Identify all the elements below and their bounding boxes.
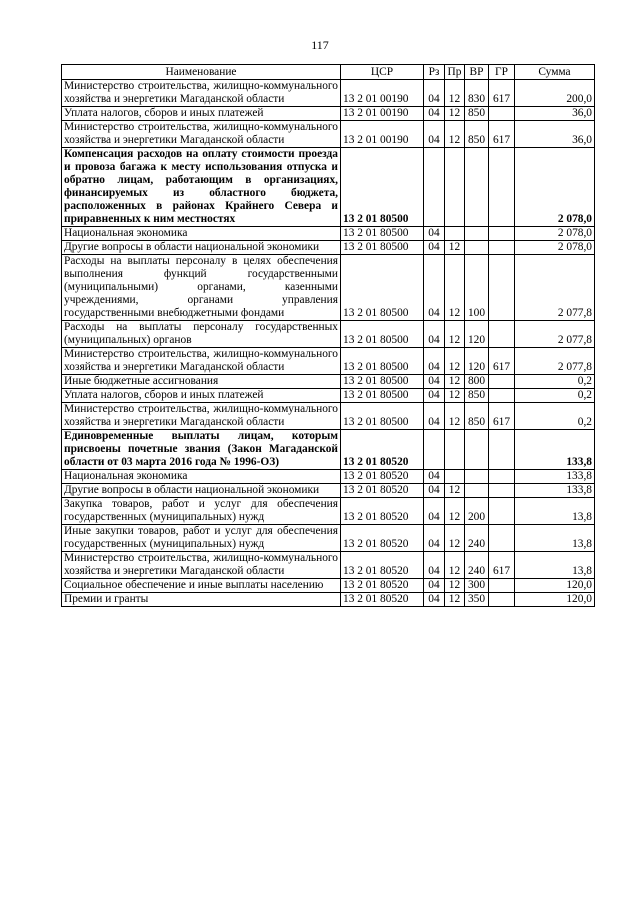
table-row: [62, 389, 595, 403]
page-number: 117: [311, 38, 329, 52]
cell-name: Министерство строительства, жилищно-коммунального хозяйства и энергетики Магаданской области: [62, 348, 341, 375]
table-row: [62, 321, 595, 348]
cell-pr: 12: [445, 403, 465, 430]
table-row: [62, 525, 595, 552]
cell-vr: [465, 241, 489, 255]
cell-sum: 0,2: [515, 403, 595, 430]
cell-name: Другие вопросы в области национальной экономики: [62, 484, 341, 498]
cell-pr: 12: [445, 321, 465, 348]
cell-gr: [489, 579, 515, 593]
cell-sum: 2 078,0: [515, 227, 595, 241]
cell-pr: 12: [445, 241, 465, 255]
cell-csr: 13 2 01 80520: [341, 484, 424, 498]
table-header: [62, 65, 595, 80]
cell-sum: 36,0: [515, 107, 595, 121]
table-row: [62, 403, 595, 430]
cell-vr: [465, 227, 489, 241]
cell-gr: [489, 498, 515, 525]
table-row: [62, 348, 595, 375]
cell-rz: 04: [424, 121, 445, 148]
cell-name: Расходы на выплаты персоналу государственных (муниципальных) органов: [62, 321, 341, 348]
cell-pr: [445, 470, 465, 484]
cell-gr: [489, 484, 515, 498]
table-row: [62, 241, 595, 255]
cell-rz: 04: [424, 375, 445, 389]
cell-gr: [489, 470, 515, 484]
cell-csr: 13 2 01 80500: [341, 227, 424, 241]
cell-rz: 04: [424, 484, 445, 498]
cell-name: Иные бюджетные ассигнования: [62, 375, 341, 389]
cell-pr: 12: [445, 593, 465, 607]
cell-csr: 13 2 01 80520: [341, 552, 424, 579]
cell-gr: 617: [489, 348, 515, 375]
cell-pr: 12: [445, 375, 465, 389]
cell-csr: 13 2 01 80520: [341, 525, 424, 552]
cell-vr: 240: [465, 525, 489, 552]
cell-vr: 830: [465, 80, 489, 107]
column-header-vr: ВР: [465, 65, 489, 80]
cell-gr: [489, 525, 515, 552]
table-row: [62, 148, 595, 227]
cell-csr: 13 2 01 80520: [341, 593, 424, 607]
cell-csr: 13 2 01 00190: [341, 121, 424, 148]
cell-csr: 13 2 01 80500: [341, 241, 424, 255]
cell-vr: 850: [465, 107, 489, 121]
cell-name: Национальная экономика: [62, 470, 341, 484]
cell-sum: 133,8: [515, 484, 595, 498]
cell-gr: [489, 227, 515, 241]
cell-rz: [424, 430, 445, 470]
cell-pr: 12: [445, 579, 465, 593]
cell-rz: 04: [424, 470, 445, 484]
cell-csr: 13 2 01 80500: [341, 148, 424, 227]
cell-sum: 2 078,0: [515, 148, 595, 227]
cell-rz: 04: [424, 593, 445, 607]
cell-rz: 04: [424, 498, 445, 525]
cell-vr: 850: [465, 389, 489, 403]
table-row: [62, 375, 595, 389]
cell-rz: 04: [424, 552, 445, 579]
column-header-rz: Рз: [424, 65, 445, 80]
cell-gr: 617: [489, 80, 515, 107]
cell-csr: 13 2 01 80520: [341, 470, 424, 484]
cell-pr: 12: [445, 255, 465, 321]
table-row: [62, 470, 595, 484]
table-row: [62, 430, 595, 470]
table-row: [62, 552, 595, 579]
cell-pr: [445, 148, 465, 227]
cell-gr: 617: [489, 552, 515, 579]
cell-sum: 2 077,8: [515, 348, 595, 375]
cell-pr: 12: [445, 80, 465, 107]
cell-sum: 0,2: [515, 389, 595, 403]
cell-vr: [465, 148, 489, 227]
cell-vr: 350: [465, 593, 489, 607]
cell-sum: 13,8: [515, 525, 595, 552]
cell-rz: 04: [424, 348, 445, 375]
cell-rz: 04: [424, 255, 445, 321]
cell-name: Другие вопросы в области национальной экономики: [62, 241, 341, 255]
cell-sum: 200,0: [515, 80, 595, 107]
cell-sum: 2 078,0: [515, 241, 595, 255]
cell-gr: [489, 593, 515, 607]
cell-name: Национальная экономика: [62, 227, 341, 241]
cell-rz: 04: [424, 403, 445, 430]
cell-vr: 300: [465, 579, 489, 593]
column-header-csr: ЦСР: [341, 65, 424, 80]
cell-name: Уплата налогов, сборов и иных платежей: [62, 389, 341, 403]
cell-csr: 13 2 01 00190: [341, 107, 424, 121]
column-header-gr: ГР: [489, 65, 515, 80]
table-row: [62, 80, 595, 107]
cell-vr: 120: [465, 321, 489, 348]
cell-rz: 04: [424, 321, 445, 348]
cell-name: Единовременные выплаты лицам, которым присвоены почетные звания (Закон Магаданской области от 03 марта 2016 года № 1996-ОЗ): [62, 430, 341, 470]
cell-pr: 12: [445, 525, 465, 552]
cell-csr: 13 2 01 80500: [341, 348, 424, 375]
cell-sum: 133,8: [515, 470, 595, 484]
cell-sum: 13,8: [515, 498, 595, 525]
cell-csr: 13 2 01 80520: [341, 498, 424, 525]
cell-gr: [489, 241, 515, 255]
cell-sum: 133,8: [515, 430, 595, 470]
cell-rz: 04: [424, 579, 445, 593]
budget-table: [61, 64, 595, 607]
cell-gr: 617: [489, 121, 515, 148]
cell-pr: 12: [445, 121, 465, 148]
cell-rz: 04: [424, 389, 445, 403]
cell-vr: [465, 484, 489, 498]
cell-name: Уплата налогов, сборов и иных платежей: [62, 107, 341, 121]
cell-name: Премии и гранты: [62, 593, 341, 607]
column-header-pr: Пр: [445, 65, 465, 80]
cell-rz: 04: [424, 227, 445, 241]
cell-rz: 04: [424, 525, 445, 552]
cell-name: Закупка товаров, работ и услуг для обеспечения государственных (муниципальных) нужд: [62, 498, 341, 525]
cell-name: Социальное обеспечение и иные выплаты населению: [62, 579, 341, 593]
table-row: [62, 498, 595, 525]
cell-gr: 617: [489, 403, 515, 430]
cell-gr: [489, 255, 515, 321]
column-header-name: Наименование: [62, 65, 341, 80]
table-row: [62, 121, 595, 148]
cell-gr: [489, 107, 515, 121]
cell-vr: 800: [465, 375, 489, 389]
cell-name: Министерство строительства, жилищно-коммунального хозяйства и энергетики Магаданской области: [62, 80, 341, 107]
cell-gr: [489, 375, 515, 389]
cell-rz: [424, 148, 445, 227]
cell-pr: 12: [445, 552, 465, 579]
cell-sum: 2 077,8: [515, 321, 595, 348]
cell-vr: 200: [465, 498, 489, 525]
table-row: [62, 484, 595, 498]
cell-csr: 13 2 01 80520: [341, 430, 424, 470]
cell-vr: 240: [465, 552, 489, 579]
cell-pr: 12: [445, 498, 465, 525]
table-row: [62, 579, 595, 593]
cell-rz: 04: [424, 241, 445, 255]
cell-gr: [489, 321, 515, 348]
cell-gr: [489, 430, 515, 470]
cell-pr: 12: [445, 107, 465, 121]
cell-pr: [445, 430, 465, 470]
cell-gr: [489, 389, 515, 403]
cell-csr: 13 2 01 00190: [341, 80, 424, 107]
cell-csr: 13 2 01 80520: [341, 579, 424, 593]
cell-gr: [489, 148, 515, 227]
cell-vr: 850: [465, 121, 489, 148]
cell-csr: 13 2 01 80500: [341, 403, 424, 430]
cell-pr: 12: [445, 348, 465, 375]
cell-vr: 120: [465, 348, 489, 375]
cell-vr: 850: [465, 403, 489, 430]
cell-name: Министерство строительства, жилищно-коммунального хозяйства и энергетики Магаданской области: [62, 552, 341, 579]
cell-csr: 13 2 01 80500: [341, 321, 424, 348]
cell-name: Министерство строительства, жилищно-коммунального хозяйства и энергетики Магаданской области: [62, 403, 341, 430]
cell-pr: 12: [445, 484, 465, 498]
cell-csr: 13 2 01 80500: [341, 375, 424, 389]
cell-name: Иные закупки товаров, работ и услуг для обеспечения государственных (муниципальных) нужд: [62, 525, 341, 552]
cell-rz: 04: [424, 107, 445, 121]
cell-vr: 100: [465, 255, 489, 321]
cell-sum: 36,0: [515, 121, 595, 148]
cell-sum: 120,0: [515, 593, 595, 607]
cell-csr: 13 2 01 80500: [341, 389, 424, 403]
table-row: [62, 227, 595, 241]
column-header-sum: Сумма: [515, 65, 595, 80]
table-body: [62, 80, 595, 607]
cell-pr: 12: [445, 389, 465, 403]
cell-csr: 13 2 01 80500: [341, 255, 424, 321]
cell-name: Министерство строительства, жилищно-коммунального хозяйства и энергетики Магаданской области: [62, 121, 341, 148]
table-row: [62, 107, 595, 121]
cell-sum: 120,0: [515, 579, 595, 593]
cell-vr: [465, 470, 489, 484]
cell-rz: 04: [424, 80, 445, 107]
table-row: [62, 593, 595, 607]
cell-pr: [445, 227, 465, 241]
cell-vr: [465, 430, 489, 470]
cell-name: Компенсация расходов на оплату стоимости проезда и провоза багажа к месту использования отпуска и обратно лицам, работающим в организациях, финансируемых из областного бюджета, расположенных в районах Крайнего Севера и приравненных к ним местностях: [62, 148, 341, 227]
cell-sum: 0,2: [515, 375, 595, 389]
cell-sum: 2 077,8: [515, 255, 595, 321]
cell-name: Расходы на выплаты персоналу в целях обеспечения выполнения функций государственными (муниципальными) органами, казенными учреждениями, органами управления государственными внебюджетными фондами: [62, 255, 341, 321]
cell-sum: 13,8: [515, 552, 595, 579]
table-row: [62, 255, 595, 321]
